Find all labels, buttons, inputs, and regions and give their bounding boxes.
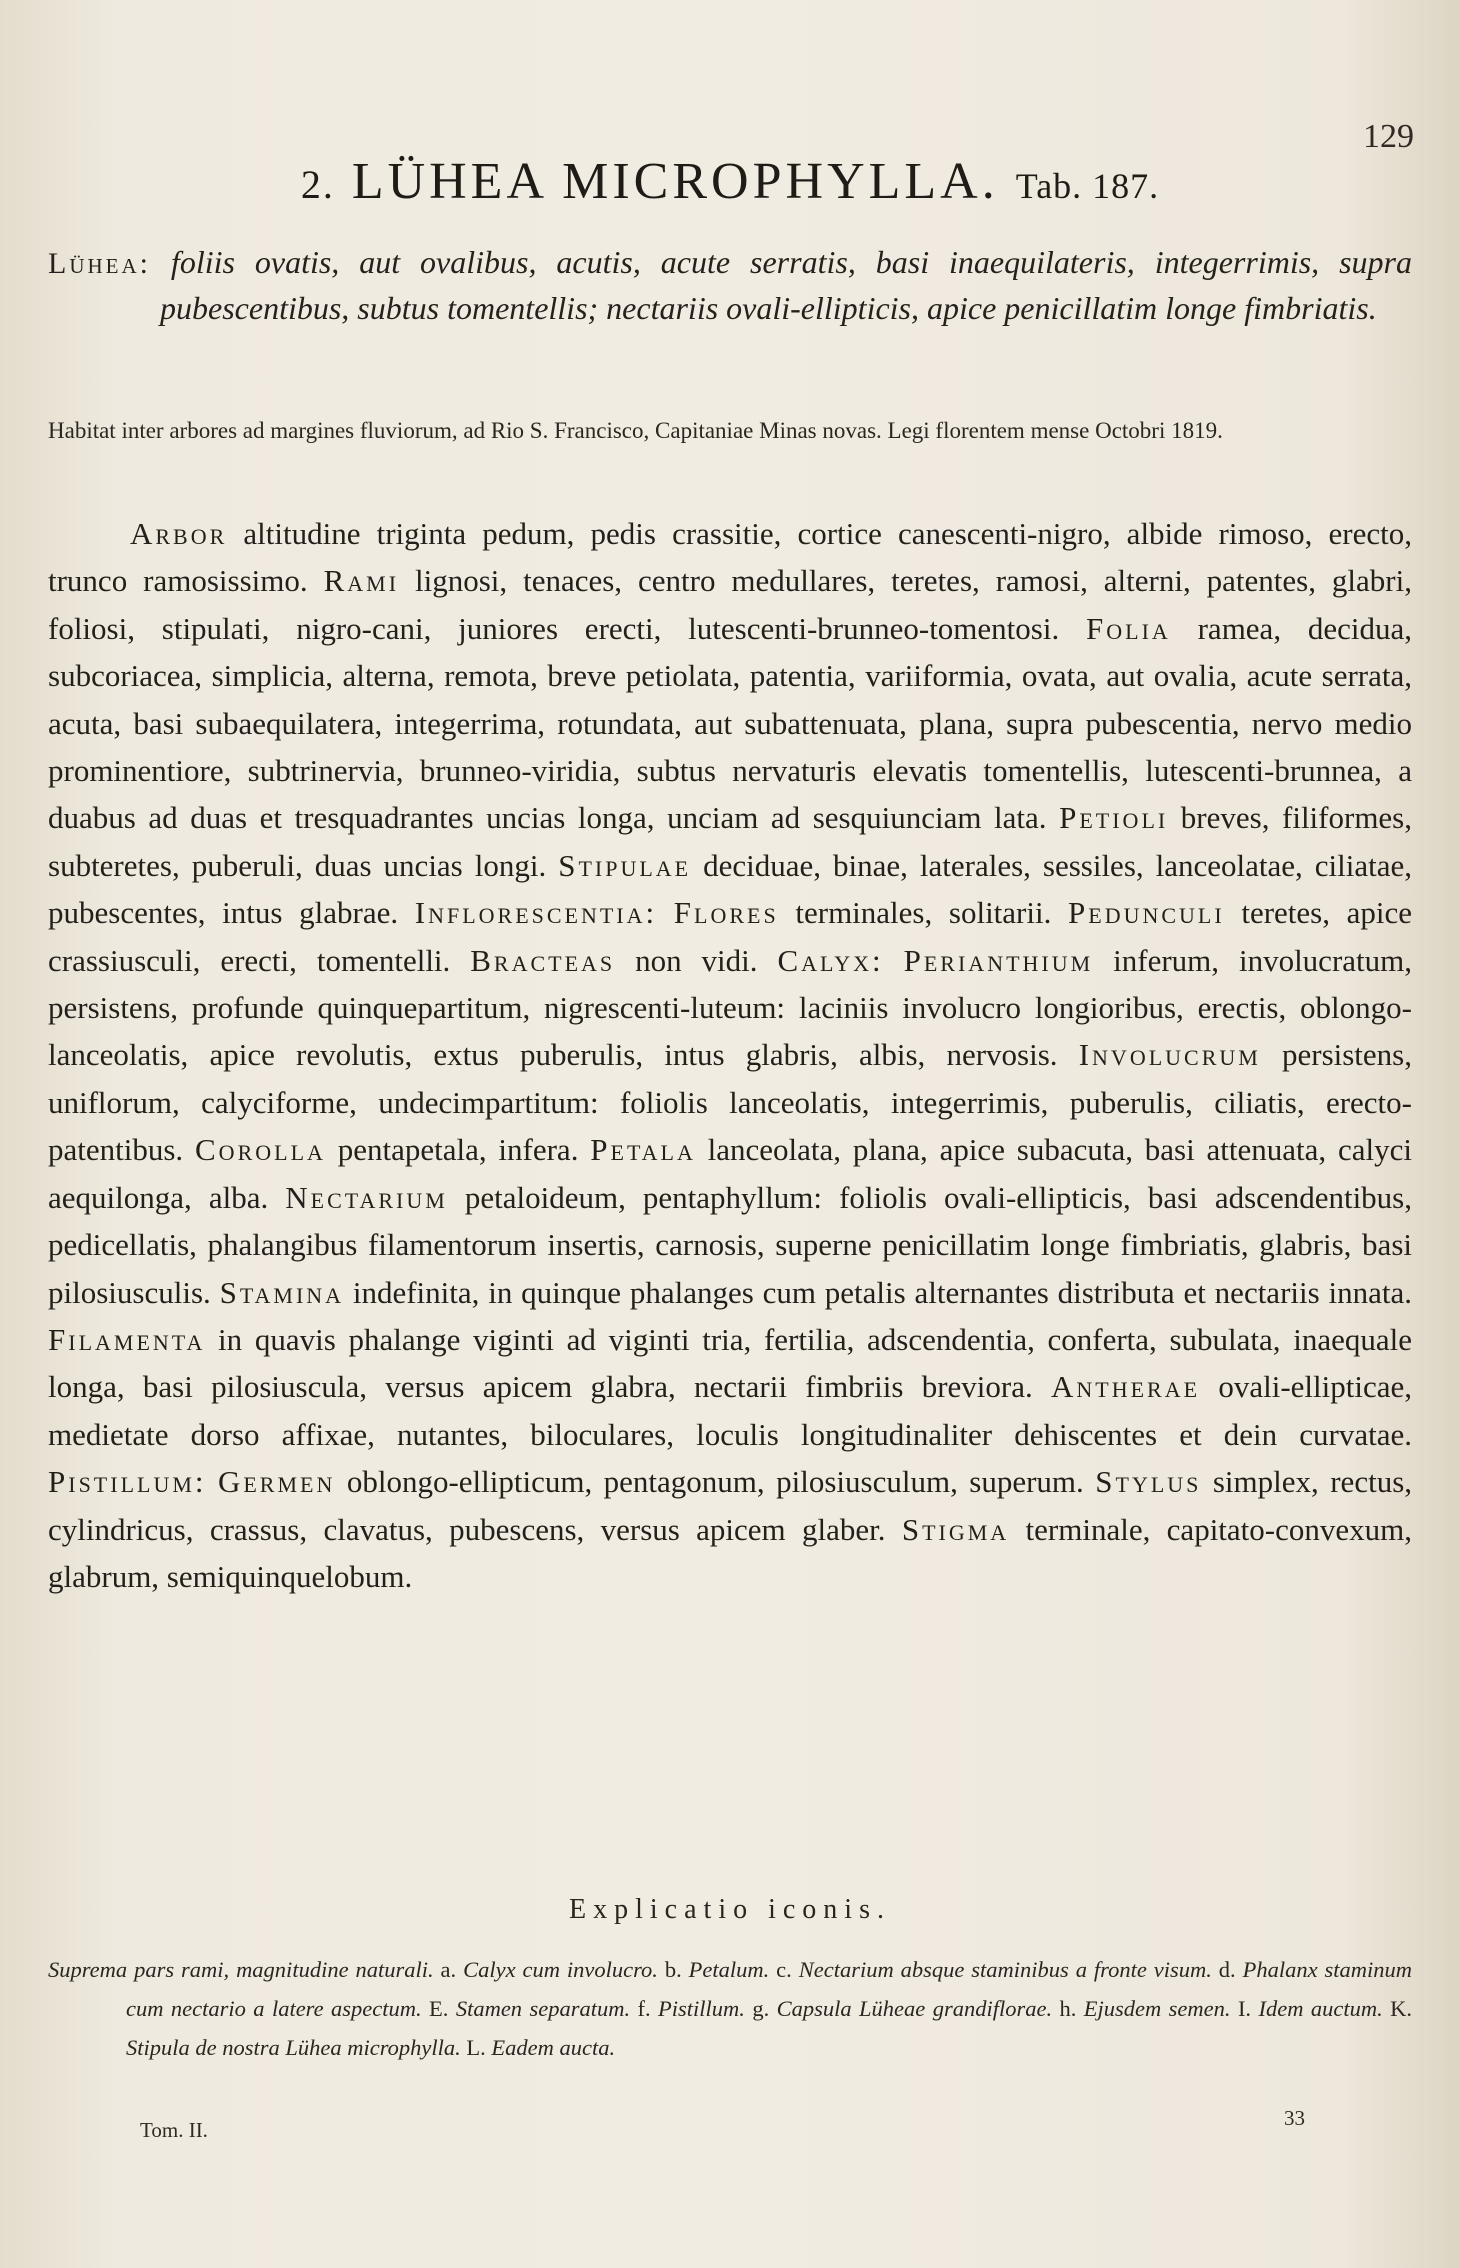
term-label: Pedunculi [1068, 895, 1225, 931]
diagnosis-text: foliis ovatis, aut ovalibus, acutis, acute serratis, basi inaequilateris, integerrimis, supra pubescentibus, subtus tomentellis; nectariis ovali-ellipticis, apice penicillatim longe fimbriatis. [160, 244, 1413, 326]
figure-caption: Petalum. [688, 1957, 770, 1982]
figure-caption: Phalanx staminum cum nectario a latere aspectum. [126, 1957, 1412, 2021]
text-run: b. [657, 1957, 689, 1982]
species-name: LÜHEA MICROPHYLLA. [351, 153, 999, 210]
text-run: lignosi, tenaces, centro medullares, teretes, ramosi, alterni, patentes, glabri, foliosi, stipulati, nigro-cani, juniores erecti, lutescenti-brunneo-tomentosi. [48, 563, 1412, 646]
text-run [207, 1464, 218, 1499]
text-run: g. [744, 1996, 777, 2021]
term-label: Stigma [901, 1511, 1010, 1547]
text-run: pentapetala, infera. [325, 1132, 591, 1168]
text-run: ovali-ellipticae, medietate dorso affixae, nutantes, biloculares, loculis longitudinaliter dehiscentes et dein curvatae. [48, 1369, 1412, 1452]
explicatio-text [48, 1950, 1412, 2067]
explicatio-heading: Explicatio iconis. [569, 1894, 891, 1925]
term-label: Stamina [219, 1274, 345, 1310]
text-run: inferum, involucratum, persistens, profunde quinquepartitum, nigrescenti-luteum: laciniis involucro longioribus, erectis, oblongo-lanceolatis, apice revolutis, extus puberulis, intus glabris, albis, nervosis. [48, 942, 1412, 1073]
signature-mark: 33 [1284, 2106, 1305, 2130]
text-run: oblongo-ellipticum, pentagonum, pilosiusculum, superum. [335, 1464, 1096, 1500]
term-label: Filamenta [48, 1321, 206, 1357]
species-title [0, 152, 1460, 211]
text-run: in quavis phalange viginti ad viginti tria, fertilia, adscendentia, conferta, subulata, inaequale longa, basi pilosiuscula, versus apicem glabra, nectarii fimbriis breviora. [48, 1321, 1412, 1405]
text-run: simplex, rectus, cylindricus, crassus, clavatus, pubescens, versus apicem glaber. [48, 1464, 1413, 1547]
text-run: ramea, decidua, subcoriacea, simplicia, alterna, remota, breve petiolata, patentia, variiformia, ovata, aut ovalia, acute serrata, acuta, basi subaequilatera, integerrima, rotundata, aut subattenuata, plana, supra pubescentia, nervo medio prominentiore, subtrinervia, brunneo-viridia, subtus nervaturis elevatis tomentellis, lutescenti-brunnea, a duabus ad duas et tresquadrantes uncias longa, unciam ad sesquiunciam lata. [48, 610, 1413, 836]
text-run [657, 895, 674, 930]
text-run: c. [769, 1957, 799, 1982]
text-run: indefinita, in quinque phalanges cum petalis alternantes distributa et nectariis innata. [344, 1274, 1412, 1310]
text-run: non vidi. [615, 942, 778, 978]
description-paragraph [48, 510, 1412, 1600]
text-run: persistens, uniflorum, calyciforme, undecimpartitum: foliolis lanceolatis, integerrimis, puberulis, ciliatis, erecto-patentibus. [48, 1037, 1412, 1168]
explicatio-paragraph [48, 1950, 1412, 2067]
figure-caption: Idem auctum. [1258, 1996, 1383, 2021]
text-run: a. [433, 1957, 464, 1982]
figure-caption: Stamen separatum. [455, 1996, 631, 2021]
text-run: L. [460, 2035, 492, 2060]
text-run: breves, filiformes, subteretes, puberuli, duas uncias longi. [48, 800, 1413, 883]
figure-caption: Calyx cum involucro. [463, 1957, 658, 1982]
term-label: Petioli [1059, 800, 1169, 836]
term-label: Rami [323, 563, 400, 599]
term-label: Stylus [1095, 1464, 1202, 1500]
text-run: f. [630, 1996, 659, 2021]
term-label: Flores [673, 895, 779, 931]
figure-caption: Eadem aucta. [491, 2035, 616, 2060]
diagnosis [48, 240, 1412, 331]
term-label: Bracteas [470, 942, 616, 978]
text-run: teretes, apice crassiusculi, erecti, tomentelli. [48, 895, 1413, 978]
text-run: d. [1211, 1957, 1243, 1982]
text-run: lanceolata, plana, apice subacuta, basi attenuata, calyci aequilonga, alba. [48, 1132, 1412, 1215]
page-number: 129 [1363, 118, 1414, 155]
text-run: terminales, solitarii. [778, 895, 1069, 931]
term-label: Folia [1086, 610, 1171, 646]
term-label: Corolla [195, 1132, 326, 1168]
text-run: I. [1230, 1996, 1259, 2021]
term-label: Germen [217, 1464, 336, 1500]
figure-caption: Nectarium absque staminibus a fronte visum. [798, 1957, 1212, 1982]
term-label: Perianthium [903, 942, 1094, 978]
figure-caption: Ejusdem semen. [1083, 1996, 1231, 2021]
figure-caption: Stipula de nostra Lühea microphylla. [126, 2035, 461, 2060]
volume-label: Tom. II. [140, 2118, 208, 2142]
figure-caption: Pistillum. [658, 1996, 745, 2021]
term-label: Nectarium [285, 1179, 448, 1215]
text-run: petaloideum, pentaphyllum: foliolis ovali-ellipticis, basi adscendentibus, pedicellatis, phalangibus filamentorum insertis, carnosis, superne penicillatim longe fimbriatis, glabris, basi pilosiusculis. [48, 1179, 1413, 1310]
figure-caption: Suprema pars rami, magnitudine naturali. [48, 1957, 434, 1982]
species-number: 2. [300, 162, 335, 207]
diagnosis-genus: Lühea: [48, 247, 151, 280]
term-label: Calyx: [777, 942, 884, 978]
text-run: altitudine triginta pedum, pedis crassitie, cortice canescenti-nigro, albide rimoso, erecto, trunco ramosissimo. [48, 516, 1412, 599]
term-label: Inflorescentia: [414, 895, 658, 931]
term-label: Pistillum: [48, 1464, 207, 1500]
figure-caption: Capsula Lüheae grandiflorae. [776, 1996, 1053, 2021]
term-label: Petala [590, 1132, 696, 1168]
text-run: terminale, capitato-convexum, glabrum, semiquinquelobum. [48, 1511, 1412, 1594]
plate-reference: Tab. 187. [1015, 166, 1160, 206]
term-label: Stipulae [558, 847, 692, 883]
text-run: K. [1382, 1996, 1413, 2021]
text-run: E. [421, 1996, 456, 2021]
text-run: h. [1052, 1996, 1084, 2021]
term-label: Antherae [1051, 1369, 1201, 1405]
text-run [884, 943, 904, 978]
description [48, 510, 1412, 1600]
habitat-note: Habitat inter arbores ad margines fluviorum, ad Rio S. Francisco, Capitaniae Minas novas. Legi florentem mense Octobri 1819. [48, 418, 1223, 443]
text-run: deciduae, binae, laterales, sessiles, lanceolatae, ciliatae, pubescentes, intus glabrae. [48, 847, 1412, 931]
term-label: Involucrum [1078, 1037, 1261, 1073]
term-label: Arbor [130, 516, 228, 551]
